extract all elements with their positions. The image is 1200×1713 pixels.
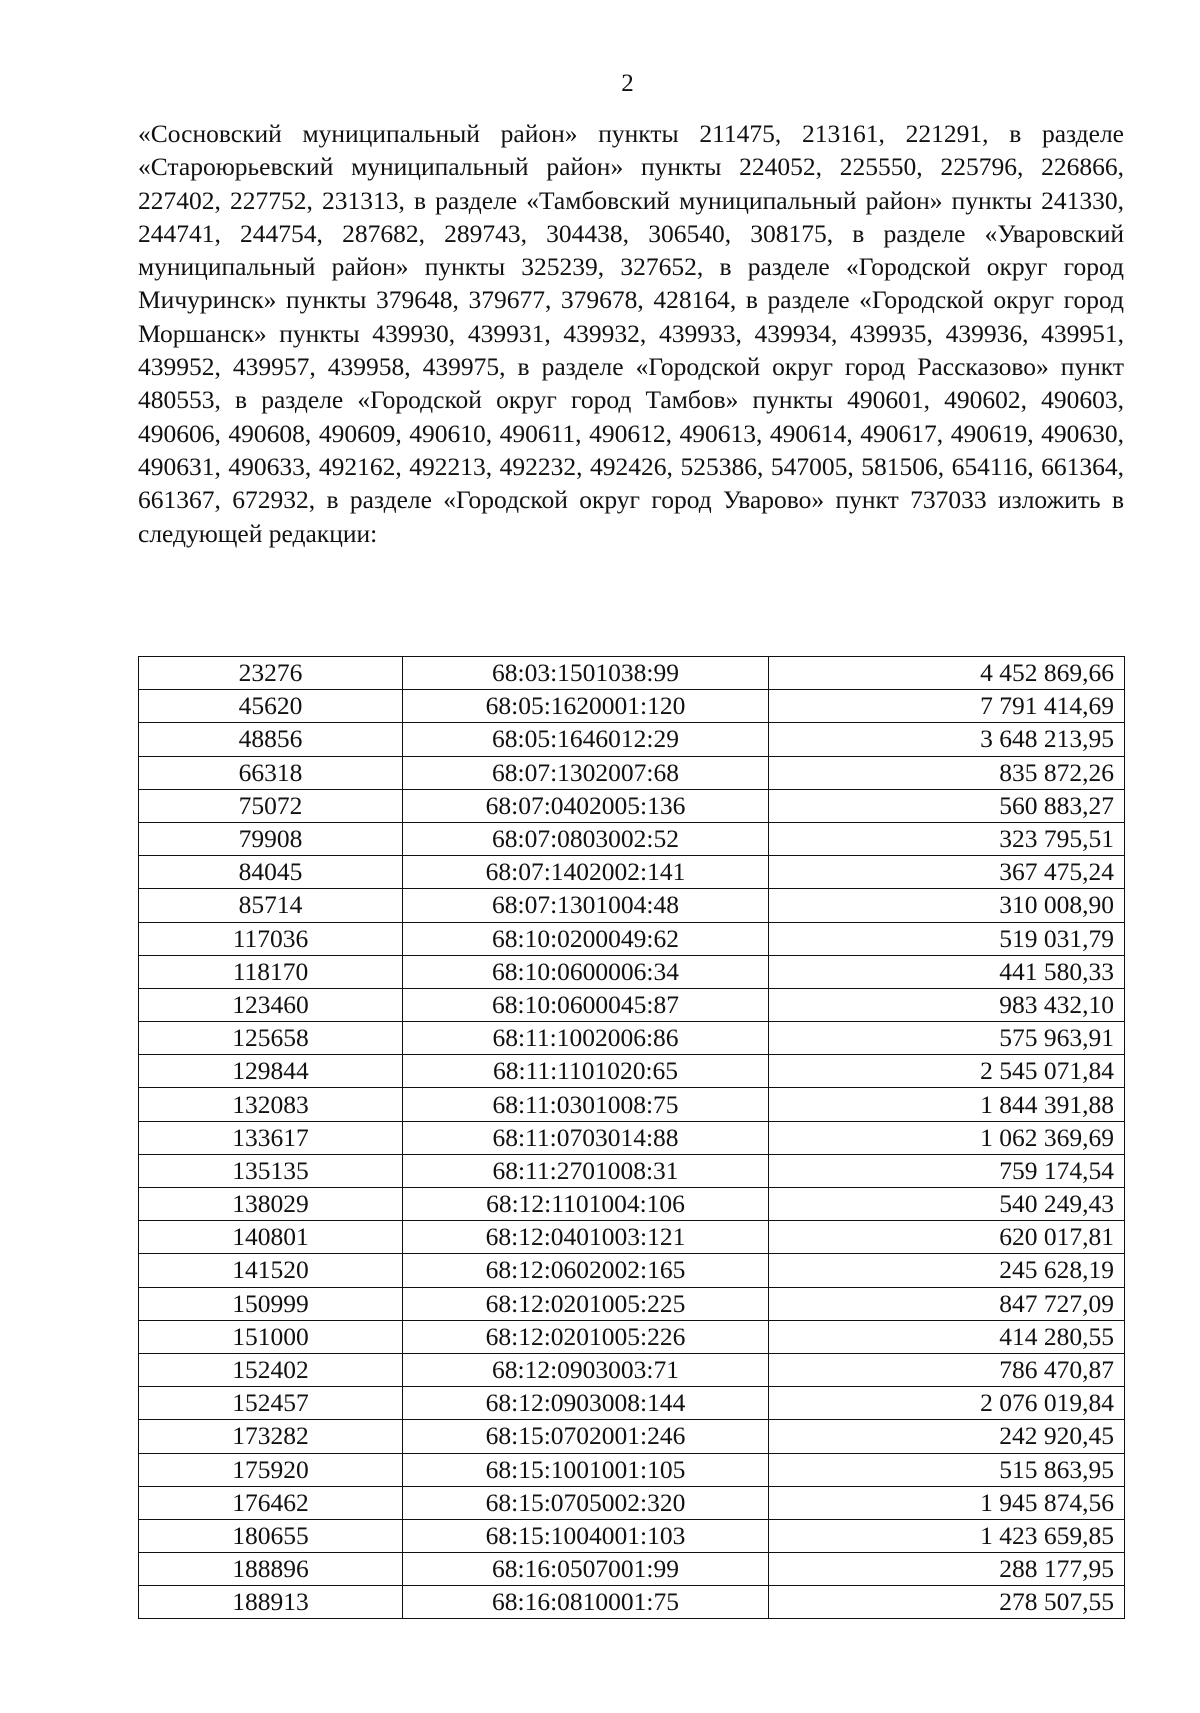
- row-number-cell: 152402: [139, 1353, 403, 1386]
- cadastral-number-cell: 68:10:0200049:62: [403, 922, 769, 955]
- cadastral-value-cell: 1 062 369,69: [769, 1121, 1125, 1154]
- cadastral-value-cell: 540 249,43: [769, 1188, 1125, 1221]
- row-number-cell: 141520: [139, 1254, 403, 1287]
- cadastral-number-cell: 68:12:0602002:165: [403, 1254, 769, 1287]
- cadastral-value-cell: 245 628,19: [769, 1254, 1125, 1287]
- table-row: [139, 1453, 1125, 1486]
- table-row: [139, 856, 1125, 889]
- row-number-cell: 180655: [139, 1519, 403, 1552]
- table-row: [139, 1221, 1125, 1254]
- row-number-cell: 23276: [139, 657, 403, 690]
- cadastral-number-cell: 68:10:0600006:34: [403, 955, 769, 988]
- cadastral-number-cell: 68:10:0600045:87: [403, 988, 769, 1021]
- cadastral-value-cell: 560 883,27: [769, 789, 1125, 822]
- row-number-cell: 48856: [139, 723, 403, 756]
- row-number-cell: 129844: [139, 1055, 403, 1088]
- table-row: [139, 1553, 1125, 1586]
- row-number-cell: 85714: [139, 889, 403, 922]
- cadastral-value-cell: 3 648 213,95: [769, 723, 1125, 756]
- row-number-cell: 188896: [139, 1553, 403, 1586]
- cadastral-value-cell: 2 076 019,84: [769, 1387, 1125, 1420]
- cadastral-number-cell: 68:07:1402002:141: [403, 856, 769, 889]
- row-number-cell: 79908: [139, 822, 403, 855]
- cadastral-value-cell: 983 432,10: [769, 988, 1125, 1021]
- cadastral-value-cell: 414 280,55: [769, 1320, 1125, 1353]
- table-row: [139, 922, 1125, 955]
- cadastral-number-cell: 68:11:1101020:65: [403, 1055, 769, 1088]
- cadastral-number-cell: 68:07:1302007:68: [403, 756, 769, 789]
- row-number-cell: 188913: [139, 1586, 403, 1619]
- table-row: [139, 690, 1125, 723]
- table-row: [139, 1353, 1125, 1386]
- table-row: [139, 657, 1125, 690]
- cadastral-value-cell: 441 580,33: [769, 955, 1125, 988]
- table-row: [139, 1519, 1125, 1552]
- table-row: [139, 1188, 1125, 1221]
- cadastral-value-cell: 519 031,79: [769, 922, 1125, 955]
- cadastral-value-cell: 835 872,26: [769, 756, 1125, 789]
- row-number-cell: 135135: [139, 1154, 403, 1187]
- cadastral-number-cell: 68:11:2701008:31: [403, 1154, 769, 1187]
- cadastral-value-cell: 242 920,45: [769, 1420, 1125, 1453]
- cadastral-number-cell: 68:12:1101004:106: [403, 1188, 769, 1221]
- cadastral-number-cell: 68:12:0201005:225: [403, 1287, 769, 1320]
- cadastral-value-cell: 575 963,91: [769, 1022, 1125, 1055]
- table-row: [139, 889, 1125, 922]
- table-row: [139, 723, 1125, 756]
- table-row: [139, 1586, 1125, 1619]
- row-number-cell: 140801: [139, 1221, 403, 1254]
- cadastral-number-cell: 68:11:0703014:88: [403, 1121, 769, 1154]
- row-number-cell: 133617: [139, 1121, 403, 1154]
- cadastral-value-cell: 786 470,87: [769, 1353, 1125, 1386]
- row-number-cell: 152457: [139, 1387, 403, 1420]
- row-number-cell: 66318: [139, 756, 403, 789]
- table-body: [139, 657, 1125, 1619]
- table-row: [139, 955, 1125, 988]
- row-number-cell: 176462: [139, 1486, 403, 1519]
- cadastral-value-cell: 323 795,51: [769, 822, 1125, 855]
- row-number-cell: 138029: [139, 1188, 403, 1221]
- cadastral-value-cell: 515 863,95: [769, 1453, 1125, 1486]
- row-number-cell: 132083: [139, 1088, 403, 1121]
- cadastral-value-cell: 288 177,95: [769, 1553, 1125, 1586]
- cadastral-number-cell: 68:07:0803002:52: [403, 822, 769, 855]
- table-row: [139, 1154, 1125, 1187]
- table-row: [139, 822, 1125, 855]
- cadastral-number-cell: 68:11:1002006:86: [403, 1022, 769, 1055]
- cadastral-number-cell: 68:07:1301004:48: [403, 889, 769, 922]
- cadastral-number-cell: 68:07:0402005:136: [403, 789, 769, 822]
- row-number-cell: 118170: [139, 955, 403, 988]
- table-row: [139, 789, 1125, 822]
- cadastral-value-cell: 4 452 869,66: [769, 657, 1125, 690]
- table-row: [139, 756, 1125, 789]
- row-number-cell: 84045: [139, 856, 403, 889]
- row-number-cell: 125658: [139, 1022, 403, 1055]
- row-number-cell: 117036: [139, 922, 403, 955]
- cadastral-number-cell: 68:12:0401003:121: [403, 1221, 769, 1254]
- row-number-cell: 123460: [139, 988, 403, 1021]
- cadastral-value-cell: 367 475,24: [769, 856, 1125, 889]
- table-row: [139, 1088, 1125, 1121]
- table-row: [139, 1420, 1125, 1453]
- table-row: [139, 1486, 1125, 1519]
- row-number-cell: 150999: [139, 1287, 403, 1320]
- table-row: [139, 1387, 1125, 1420]
- table-row: [139, 1320, 1125, 1353]
- cadastral-number-cell: 68:15:1001001:105: [403, 1453, 769, 1486]
- cadastral-number-cell: 68:12:0201005:226: [403, 1320, 769, 1353]
- cadastral-value-cell: 1 945 874,56: [769, 1486, 1125, 1519]
- cadastral-value-cell: 847 727,09: [769, 1287, 1125, 1320]
- cadastral-number-cell: 68:05:1646012:29: [403, 723, 769, 756]
- cadastral-value-cell: 620 017,81: [769, 1221, 1125, 1254]
- cadastral-number-cell: 68:12:0903008:144: [403, 1387, 769, 1420]
- cadastral-value-cell: 1 844 391,88: [769, 1088, 1125, 1121]
- table-row: [139, 1121, 1125, 1154]
- cadastral-number-cell: 68:03:1501038:99: [403, 657, 769, 690]
- cadastral-number-cell: 68:05:1620001:120: [403, 690, 769, 723]
- cadastral-value-table: [138, 656, 1125, 1619]
- row-number-cell: 175920: [139, 1453, 403, 1486]
- table-row: [139, 1055, 1125, 1088]
- table-row: [139, 1254, 1125, 1287]
- cadastral-value-cell: 759 174,54: [769, 1154, 1125, 1187]
- cadastral-number-cell: 68:15:0702001:246: [403, 1420, 769, 1453]
- row-number-cell: 45620: [139, 690, 403, 723]
- page-number: 2: [621, 70, 634, 97]
- table-row: [139, 1287, 1125, 1320]
- cadastral-number-cell: 68:16:0507001:99: [403, 1553, 769, 1586]
- cadastral-number-cell: 68:15:0705002:320: [403, 1486, 769, 1519]
- table-row: [139, 1022, 1125, 1055]
- cadastral-value-cell: 7 791 414,69: [769, 690, 1125, 723]
- row-number-cell: 75072: [139, 789, 403, 822]
- cadastral-value-cell: 1 423 659,85: [769, 1519, 1125, 1552]
- cadastral-value-cell: 2 545 071,84: [769, 1055, 1125, 1088]
- row-number-cell: 173282: [139, 1420, 403, 1453]
- cadastral-value-cell: 310 008,90: [769, 889, 1125, 922]
- table-row: [139, 988, 1125, 1021]
- cadastral-number-cell: 68:12:0903003:71: [403, 1353, 769, 1386]
- cadastral-number-cell: 68:11:0301008:75: [403, 1088, 769, 1121]
- row-number-cell: 151000: [139, 1320, 403, 1353]
- cadastral-number-cell: 68:15:1004001:103: [403, 1519, 769, 1552]
- body-paragraph: «Сосновский муниципальный район» пункты 211475, 213161, 221291, в разделе «Староюрьевский муниципальный район» пункты 224052, 225550, 225796, 226866, 227402, 227752, 231313, в разделе «Тамбовский муниципальный район» пункты 241330, 244741, 244754, 287682, 289743, 304438, 306540, 308175, в разделе «Уваровский муниципальный район» пункты 325239, 327652, в разделе «Городской округ город Мичуринск» пункты 379648, 379677, 379678, 428164, в разделе «Городской округ город Моршанск» пункты 439930, 439931, 439932, 439933, 439934, 439935, 439936, 439951, 439952, 439957, 439958, 439975, в разделе «Городской округ город Рассказово» пункт 480553, в разделе «Городской округ город Тамбов» пункты 490601, 490602, 490603, 490606, 490608, 490609, 490610, 490611, 490612, 490613, 490614, 490617, 490619, 490630, 490631, 490633, 492162, 492213, 492232, 492426, 525386, 547005, 581506, 654116, 661364, 661367, 672932, в разделе «Городской округ город Уварово» пункт 737033 изложить в следующей редакции:: [138, 119, 1124, 548]
- cadastral-value-cell: 278 507,55: [769, 1586, 1125, 1619]
- cadastral-number-cell: 68:16:0810001:75: [403, 1586, 769, 1619]
